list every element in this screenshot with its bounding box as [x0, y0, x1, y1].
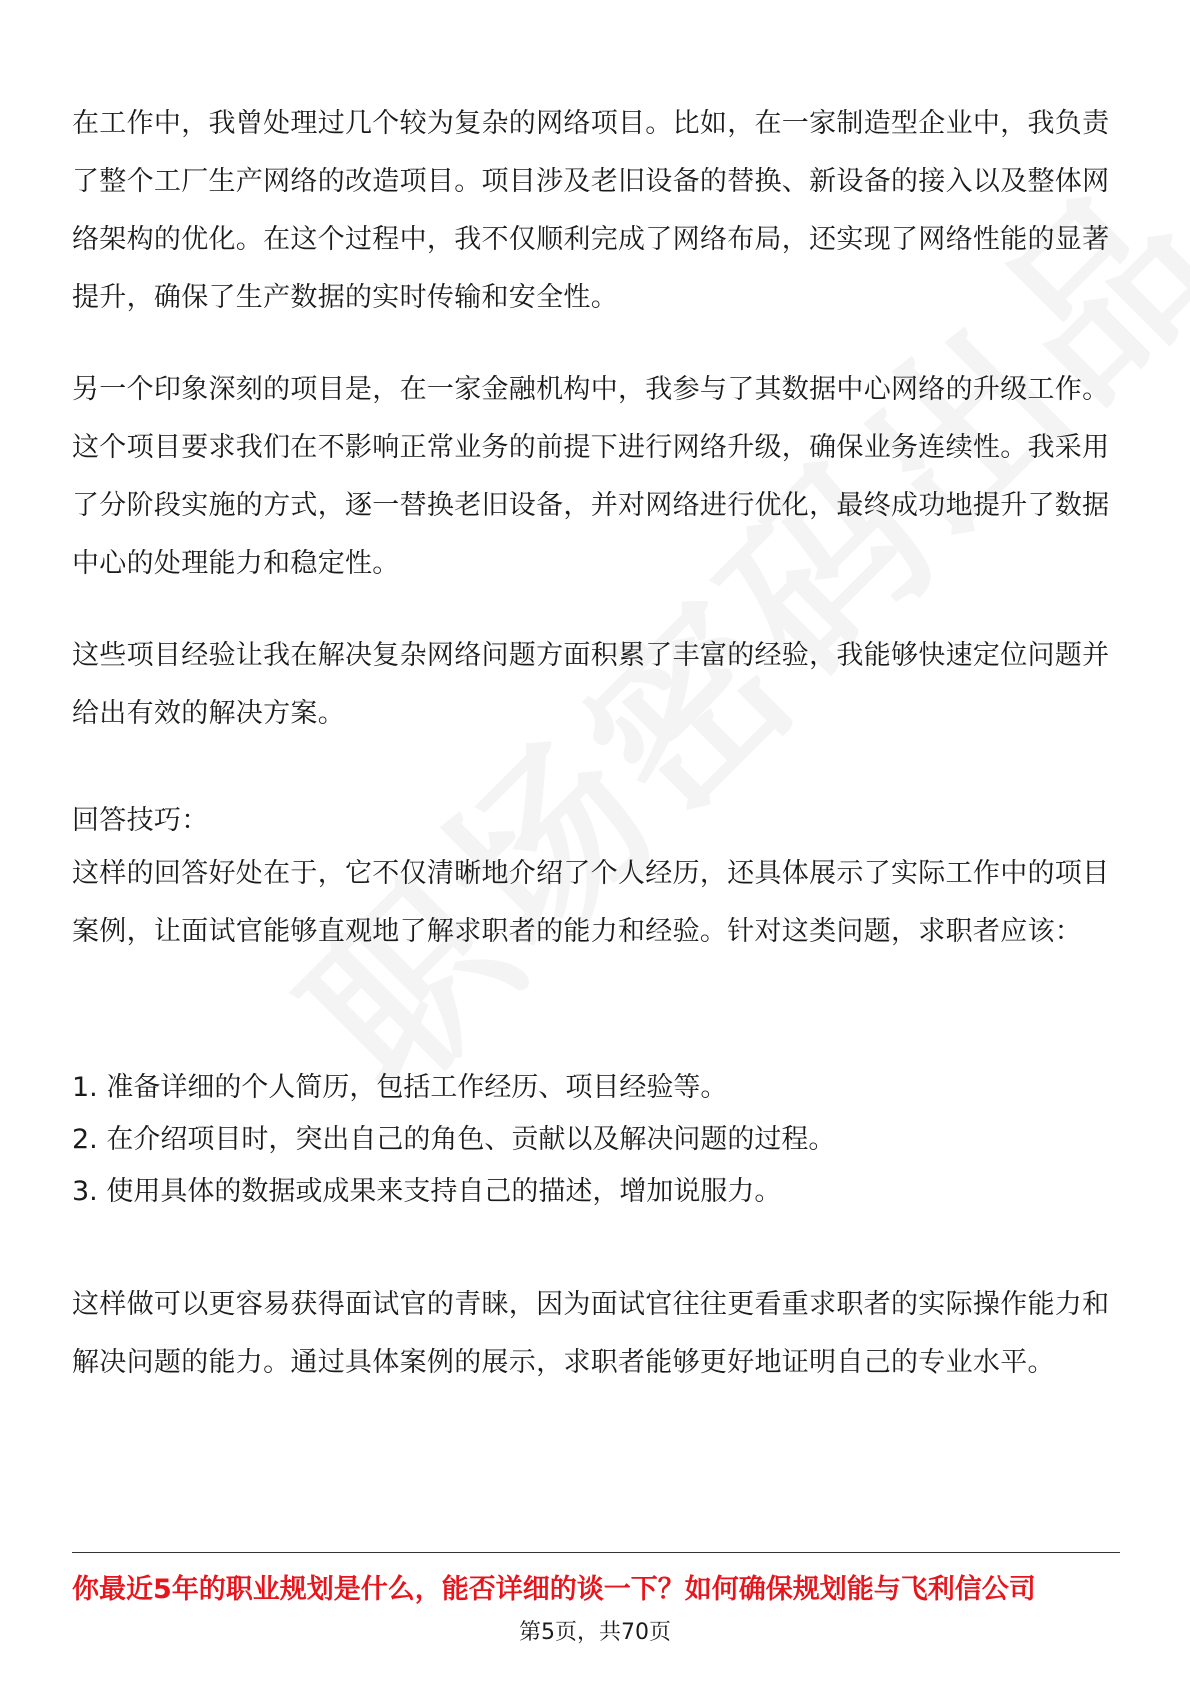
paragraph-experience-summary: 这些项目经验让我在解决复杂网络问题方面积累了丰富的经验，我能够快速定位问题并给出有效的解决方案。: [72, 640, 1110, 729]
paragraph-conclusion: 这样做可以更容易获得面试官的青睐，因为面试官往往更看重求职者的实际操作能力和解决问题的能力。通过具体案例的展示，求职者能够更好地证明自己的专业水平。: [72, 1289, 1110, 1378]
footer-divider: [72, 1552, 1120, 1553]
list-item: 2. 在介绍项目时，突出自己的角色、贡献以及解决问题的过程。: [72, 1124, 836, 1155]
page-number: 第5页，共70页: [519, 1620, 671, 1645]
tips-heading: 回答技巧：: [72, 805, 209, 836]
next-question-title: 你最近5年的职业规划是什么，能否详细的谈一下？如何确保规划能与飞利信公司: [72, 1574, 1036, 1605]
paragraph-tips-intro: 这样的回答好处在于，它不仅清晰地介绍了个人经历，还具体展示了实际工作中的项目案例，让面试官能够直观地了解求职者的能力和经验。针对这类问题，求职者应该：: [72, 858, 1110, 947]
paragraph-finance-project: 另一个印象深刻的项目是，在一家金融机构中，我参与了其数据中心网络的升级工作。这个项目要求我们在不影响正常业务的前提下进行网络升级，确保业务连续性。我采用了分阶段实施的方式，逐一替换老旧设备，并对网络进行优化，最终成功地提升了数据中心的处理能力和稳定性。: [72, 374, 1110, 579]
list-item: 1. 准备详细的个人简历，包括工作经历、项目经验等。: [72, 1072, 728, 1103]
paragraph-manufacturing-project: 在工作中，我曾处理过几个较为复杂的网络项目。比如，在一家制造型企业中，我负责了整个工厂生产网络的改造项目。项目涉及老旧设备的替换、新设备的接入以及整体网络架构的优化。在这个过程中，我不仅顺利完成了网络布局，还实现了网络性能的显著提升，确保了生产数据的实时传输和安全性。: [72, 108, 1110, 313]
list-item: 3. 使用具体的数据或成果来支持自己的描述，增加说服力。: [72, 1176, 782, 1207]
